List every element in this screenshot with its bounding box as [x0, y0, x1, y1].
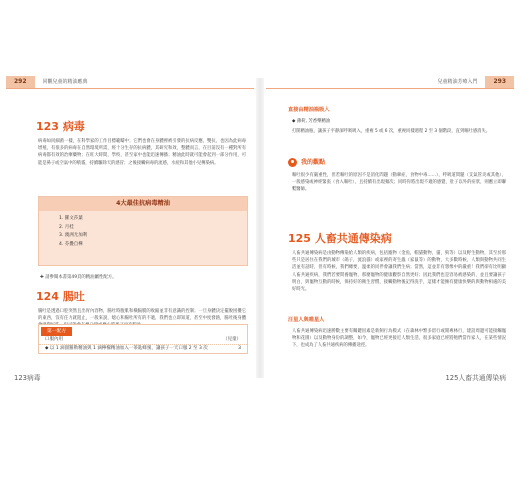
- recipe-box: [38, 324, 248, 354]
- gutter-shadow: [256, 78, 264, 378]
- oil-list: [59, 215, 247, 249]
- section-125-title: 人畜共通傳染病: [314, 232, 392, 245]
- left-running-title: 同觀兒童的精油應典: [42, 79, 88, 85]
- recipe-line-row: [39, 345, 247, 353]
- section-124-paragraph: 腸吐是透過口腔突然且出胃內容物，腸吐時腹肌和橫膈膜的收縮並非有意識的控制；一旦身體決定擺脫困擾它的東西，沒有任力就阻止，一般來說，噁心和腸吐所有的不適，我們也立即知道，甚至中度發熱，腸吐後身體: [38, 309, 246, 322]
- recipe-header-row: [39, 336, 247, 345]
- left-running-header: [6, 76, 254, 89]
- section-124-title: 腸吐: [62, 290, 85, 303]
- right-running-header: [266, 76, 514, 89]
- advice-paragraph: 嘔吐很少有嚴重性，但若嘔吐的原因不是消化問題（動暈症，食物中毒……），呼吸道問題（支氣管炎或其他），一般感染或神經緊張（食入嘔吐），且持續有出現頻次；同時你將出現不適的感覺，肚子以外的症狀，則應立即聯繫醫師。: [292, 173, 506, 193]
- person-icon: [288, 158, 297, 167]
- right-page-number: 293: [485, 76, 514, 88]
- recipe-header-left: 口服內用: [45, 337, 63, 342]
- section-125-heading: [288, 232, 392, 246]
- allergy-paragraph: 人畜共通傳染病迅速勝數主要有關鍵因素是新飼行為模式（在森林中繁多留行或閒專林行，建設周邊可能接觸寵物和花園）以及動物身份的調整，如今，寵物已經更接近人類生活，很多家庭已經將牠們當作家人，在某些情況下，也成為了人畜共通疾病的傳播途徑。: [292, 329, 506, 349]
- left-page-number: 292: [6, 76, 35, 88]
- oil-list-title: 4大最佳抗病毒精油: [39, 197, 247, 211]
- section-124-number: 124: [36, 290, 59, 303]
- oil-list-item: 3. 澳洲尤加利: [59, 233, 88, 238]
- recipe-tag: 第一配方: [41, 327, 72, 336]
- oil-list-box: [38, 196, 248, 266]
- inhale-subheading: 直接由精油瓶吸入: [288, 107, 330, 113]
- inhale-bullet: ◆ 薄荷, 芳香樂精油: [292, 119, 331, 124]
- oil-list-item: 4. 芬疊自樺: [59, 241, 83, 247]
- section-123-number: 123: [36, 120, 59, 133]
- book-spread: [6, 68, 514, 384]
- section-123-paragraph: 病毒如同細菌一樣，在科學家的工作目標範疇中；它們也會在身體裡被引發的抗病反應，雙抗，也因為此病毒增殖，有很多的病毒在自然環境所需，經十分生存的抗病體，其研究和效，整體而言，在目前沒有一種對所有病毒都有效的治療藥物；在旺大時間，學校，甚至家中也能迅速傳播；精油此時就可能會起到一部分作用，可能是鼻子或空氣中的噴霧，持續驅除天的感冒；之後接觸病毒的流感，水痘和其他小兒傳染病。: [38, 139, 246, 166]
- oil-list-item: 2. 月桂: [59, 224, 74, 230]
- advice-title: 我的觀點: [301, 158, 326, 166]
- advice-heading: [288, 158, 325, 167]
- allergy-subheading: 汪星人與喵星人: [288, 317, 325, 323]
- inhale-paragraph: 打開精油瓶，讓孩子平靜深呼吸吸入，重複 5 或 6 次，重複同樣週程 2 至 3 個階段，直到嘔吐感消失。: [292, 129, 491, 134]
- section-123-title: 病毒: [62, 120, 85, 133]
- remark-note: ✚ 請參閱本書第49頁的精油屬性配方。: [40, 275, 117, 280]
- right-page: [266, 68, 514, 384]
- oil-list-item: 1. 羅文莎葉: [59, 216, 83, 221]
- right-footer: 125人畜共通傳染病: [445, 374, 506, 382]
- recipe-header-right: （兒童）: [223, 337, 241, 342]
- section-124-heading: [36, 290, 85, 304]
- recipe-line-right: 3: [238, 346, 241, 351]
- recipe-line-left: ◆ 以 1 滴甜羅勒精油與 1 滴檸檬精油加入一茶匙蜂蜜，讓孩子一天口服 2 至 3 次: [45, 346, 208, 351]
- section-125-paragraph: 人畜共通傳染病是由動物傳染給人類的疾病，包括寵物（金魚，帽貓動物，貓，狗等）以及野生動物，其至於那些只是居住在我們的城市（鴿子，流浪貓）或家裡的寄生蟲（家鼠等）的動物，大多數時候，人類與動物共同生活並有話時，但有時候，我們總要，溫柔的同伴會讓我們生病；當然，這並非有想像中的嚴重！我們卻有比明顯人畜共通疾病，我們若要問養寵物，那麼寵物的健康觀察自然更好；因此我們也是容易被感染的，並且要讓孩子明白，與寵物互動的時候，保持好的衛生習慣，接觸動物後記得洗手，這樣才能擁有健康快樂的與動物相處的美好時光。: [292, 251, 506, 293]
- right-running-title: 兒童精油芳療入門: [437, 79, 478, 85]
- section-123-heading: [36, 120, 85, 134]
- left-footer: 123病毒: [14, 374, 41, 382]
- section-125-number: 125: [288, 232, 311, 245]
- left-page: [6, 68, 254, 384]
